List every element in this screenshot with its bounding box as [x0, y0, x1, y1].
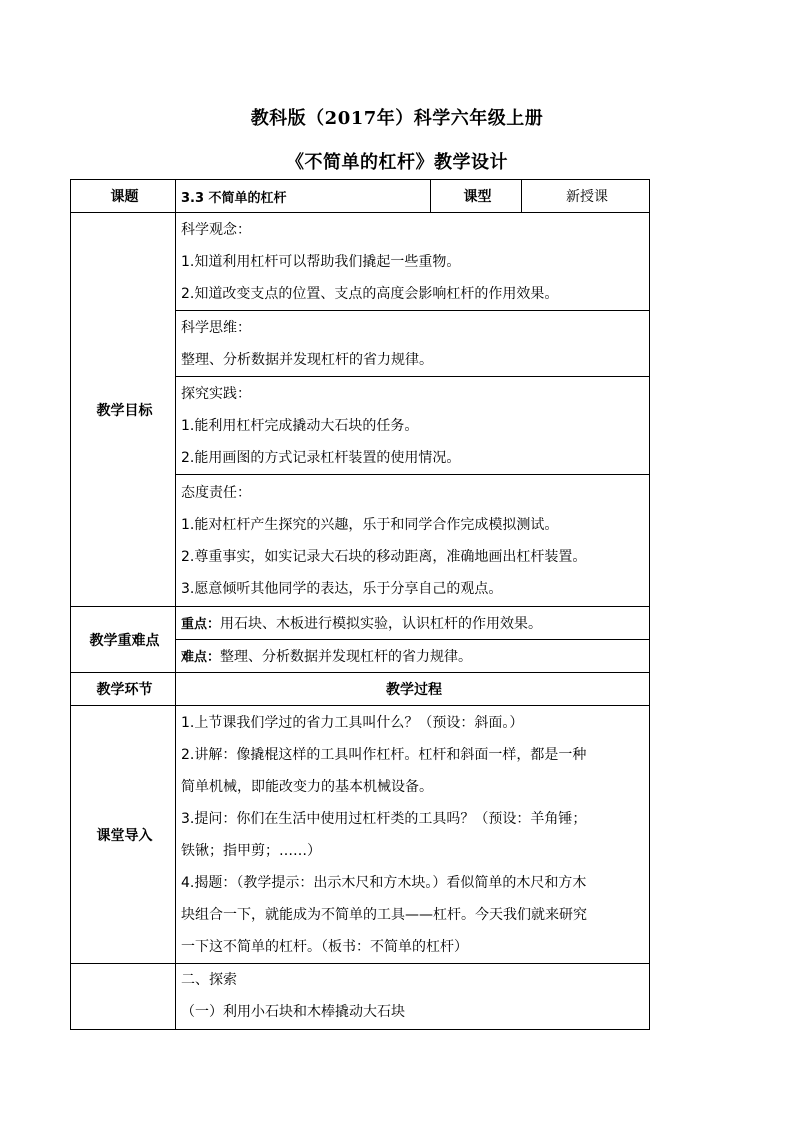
explore-label-empty [71, 964, 176, 1030]
explore-row [71, 964, 650, 1030]
difficult-label: 难点： [181, 650, 221, 665]
goal-row-concept [71, 213, 650, 311]
intro-line: 3.提问：你们在生活中使用过杠杆类的工具吗？（预设：羊角锤； [181, 810, 587, 827]
goal-item: 2.知道改变支点的位置、支点的高度会影响杠杆的作用效果。 [181, 285, 559, 302]
goal-heading: 科学思维： [181, 319, 251, 336]
goal-item: 2.能用画图的方式记录杠杆装置的使用情况。 [181, 449, 461, 466]
document-subtitle: 《不简单的杠杆》教学设计 [286, 152, 508, 173]
goal-section-practice [176, 377, 650, 475]
lesson-plan-table [70, 179, 650, 1030]
difficult-text: 整理、分析数据并发现杠杆的省力规律。 [220, 649, 473, 665]
goal-section-attitude [176, 475, 650, 607]
intro-line: 块组合一下，就能成为不简单的工具——杠杆。今天我们就来研究 [181, 906, 587, 923]
goal-section-thinking [176, 311, 650, 377]
key-label: 重点： [181, 617, 221, 632]
type-value: 新授课 [522, 180, 650, 213]
intro-line: 2.讲解：像撬棍这样的工具叫作杠杆。杠杆和斜面一样，都是一种 [181, 746, 587, 763]
keypoint-cell [176, 607, 650, 640]
explore-line: （一）利用小石块和木棒撬动大石块 [181, 1004, 405, 1020]
intro-line: 简单机械，即能改变力的基本机械设备。 [181, 778, 433, 795]
topic-value: 3.3 不简单的杠杆 [176, 180, 431, 213]
intro-line: 一下这不简单的杠杆。（板书：不简单的杠杆） [181, 938, 468, 955]
goal-item: 1.知道利用杠杆可以帮助我们撬起一些重物。 [181, 253, 461, 270]
goal-section-concept [176, 213, 650, 311]
goal-heading: 科学观念： [181, 221, 251, 238]
intro-line: 4.揭题：（教学提示：出示木尺和方木块。）看似简单的木尺和方木 [181, 874, 587, 891]
intro-content [176, 706, 650, 964]
goals-label: 教学目标 [71, 213, 176, 607]
intro-line: 1.上节课我们学过的省力工具叫什么？（预设：斜面。） [181, 714, 524, 731]
explore-content [176, 964, 650, 1030]
stage-header: 教学环节 [71, 673, 176, 706]
goal-item: 1.能对杠杆产生探究的兴趣，乐于和同学合作完成模拟测试。 [181, 516, 559, 533]
goal-item: 3.愿意倾听其他同学的表达，乐于分享自己的观点。 [181, 580, 503, 597]
key-text: 用石块、木板进行模拟实验，认识杠杆的作用效果。 [220, 616, 543, 632]
process-header: 教学过程 [176, 673, 650, 706]
goal-heading: 态度责任： [181, 484, 251, 501]
type-label: 课型 [431, 180, 522, 213]
explore-line: 二、探索 [181, 972, 237, 988]
document-title: 教科版（2017年）科学六年级上册 [250, 108, 544, 129]
intro-row [71, 706, 650, 964]
topic-row [71, 180, 650, 213]
intro-line: 铁锹；指甲剪；……） [181, 842, 321, 859]
process-header-row [71, 673, 650, 706]
topic-label: 课题 [71, 180, 176, 213]
intro-label: 课堂导入 [71, 706, 176, 964]
keypoints-label: 教学重难点 [71, 607, 176, 673]
keypoint-row [71, 607, 650, 640]
goal-heading: 探究实践： [181, 385, 251, 402]
goal-item: 2.尊重事实，如实记录大石块的移动距离，准确地画出杠杆装置。 [181, 548, 587, 565]
goal-item: 1.能利用杠杆完成撬动大石块的任务。 [181, 417, 419, 434]
goal-item: 整理、分析数据并发现杠杆的省力规律。 [181, 351, 433, 368]
difficulty-cell [176, 640, 650, 673]
